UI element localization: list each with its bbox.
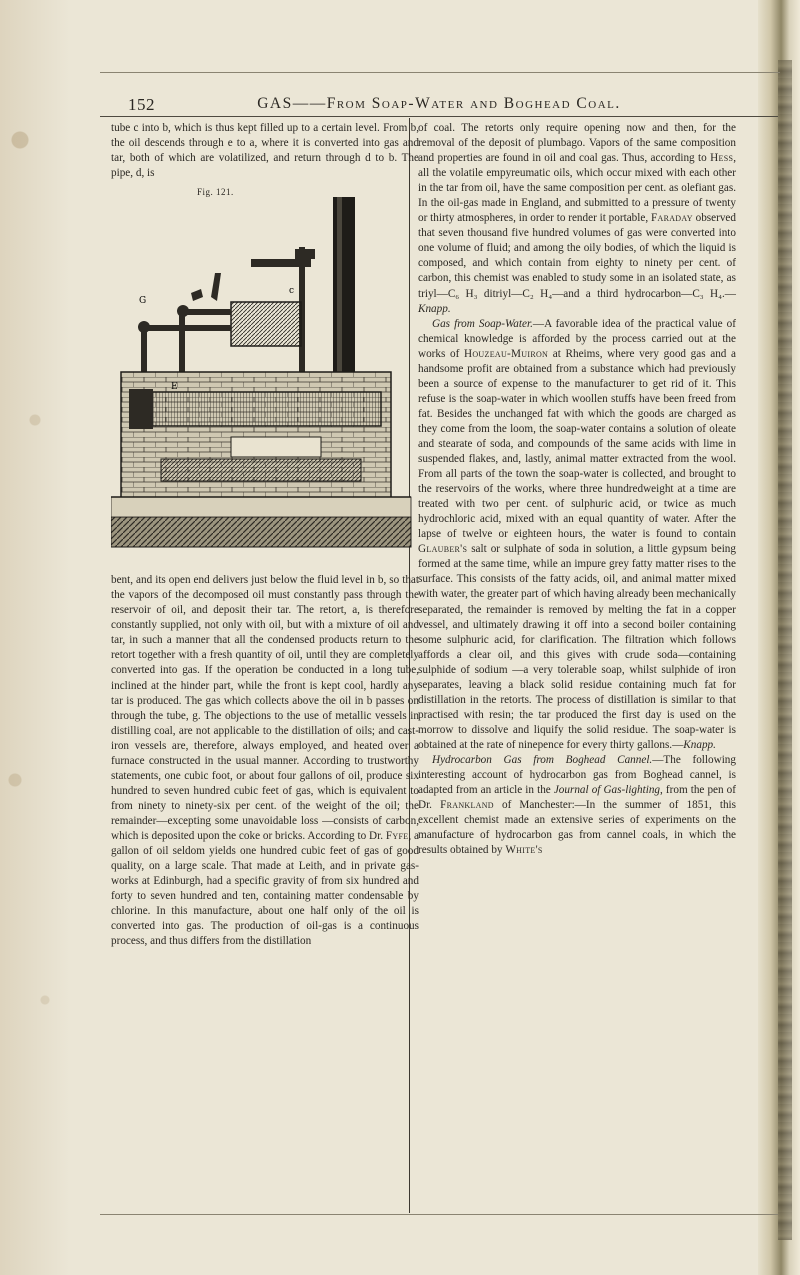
header-rule [100,116,778,117]
section-heading-soap-water: Gas from Soap-Water. [432,317,533,330]
margin-stains [0,0,70,1275]
retort-a [151,392,381,426]
bottom-rule [100,1214,778,1215]
top-rule [100,72,780,73]
figure-label: Fig. 121. [197,187,234,198]
page-header [100,95,778,123]
section-heading-boghead: Hydrocarbon Gas from Boghead Cannel. [432,753,653,766]
figure-121 [111,185,419,567]
pipe-d [179,309,231,377]
page-number: 152 [128,95,155,114]
oil-gas-apparatus-illustration [111,197,419,565]
right-paragraph-soap-water: Gas from Soap-Water.—A favorable idea of the practical value of chemical knowledge is afforded by the process carried out at the works of Houzeau-Muiron at Rheims, where very good gas and a handsome profit are obtained from a substance which had previously been a source of expense to the manufacturer to get rid of it. This refuse is the soap-water in which woollen stuffs have been freed from fat. Besides the unchanged fat with which the goods are charged as they come from the loom, the soap-water contains a solution of oleate and stearate of soda, and compounds of the same acids with lime in suspended flakes, and, lastly, animal matter extracted from the wool. From all parts of the town the soap-water is collected, and brought to the reservoirs of the works, where three hundredweight at a time are treated with two per cent. of sulphuric acid, or twice as much hydrochloric acid, mixed with an equal quantity of water. After the lapse of twelve or eighteen hours, the water is found to contain Glauber's salt or sulphate of soda in solution, a little gypsum being formed at the same time, while an impure grey fatty matter rises to the surface. This consists of the fatty acids, oil, and animal matter mixed with water, the greater part of which having already been mechanically separated, the remainder is removed by melting the fat in a copper vessel, and ultimately drawing it off into a second boiler containing some sulphuric acid, for clarification. The filtration which follows affords a clear oil, and this gives with crude soda—containing sulphide of sodium —a very tolerable soap, whilst sulphide of iron separates, leaving a black solid residue containing much fat for distillation in the retorts. The process of distillation is similar to that practised with resin; the tar produced the first day is used on the morrow to dissolve and liquify the solid residue. The soap-water is obtained at the rate of ninepence for every thirty gallons.—Knapp. [418,317,736,751]
running-title: GAS——From Soap-Water and Boghead Coal. [257,95,621,112]
ground [111,517,411,547]
left-column [111,121,419,949]
pipe-g [141,325,231,377]
right-column [418,121,736,858]
label-c: c [289,286,295,297]
label-e: E [171,382,178,393]
right-paragraph-1: of coal. The retorts only require opening now and then, for the removal of the deposit of plumbago. Vapors of the same composition and properties are found in oil and coal gas. Thus, according to Hess, all the volatile empyreumatic oils, which occur mixed with each other in the tar from oil, have the same composition per cent. as olefiant gas. In the oil-gas made in England, and submitted to a pressure of twenty or thirty atmospheres, in order to render it portable, Faraday observed that seven thousand five hundred volumes of gas were converted into one volume of fluid; and among the oily bodies, of which the liquid is composed, and which contain from eighty to ninety per cent. of carbon, this chemist was enabled to study some in an isolated state, as triyl—C₆ H₃ ditriyl—C₂ H₄—and a third hydrocarbon—C₃ H₄.—Knapp. [418,122,736,315]
furnace-grate [161,459,361,481]
left-paragraph-2: bent, and its open end delivers just below the fluid level in b, so that the vapors of the decomposed oil must constantly pass through the reservoir of oil, and deposit their tar. The retort, a, is therefore constantly supplied, not only with oil, but with a mixture of oil and tar, in such a manner that all the condensed products return to the retort together with a fresh quantity of oil, until they are completely converted into gas. If the operation be conducted in a long tube, inclined at the hinder part, while the front is kept cool, hardly any tar is produced. The gas which collects above the oil in b passes on through the tube, g. The objections to the use of metallic vessels in distilling coal, are not applicable to the distillation of oils; and cast-iron vessels are, therefore, always employed, and heated over a furnace constructed in the usual manner. According to trustworthy statements, one cubic foot, or about four gallons of oil, produce six hundred to seven hundred cubic feet of gas, which is equivalent to from ninety to ninety-six per cent. of the weight of the oil; the remainder—excepting some unavoidable loss —consists of carbon, which is deposited upon the coke or bricks. According to Dr. Fyfe, a gallon of oil seldom yields one hundred cubic feet of gas of good quality, on a large scale. That made at Leith, and in private gas-works at Edinburgh, had a specific gravity of from six hundred and forty to seven hundred and ten, containing matter condensable by chlorine. In this manufacture, about one half only of the oil is converted into gas. The production of oil-gas is a continuous process, and thus differs from the distillation [111,574,419,948]
reservoir-b [231,302,301,346]
book-fore-edge-shadow [778,60,792,1240]
left-paragraph-1: tube c into b, which is thus kept filled up to a certain level. From b, the oil descends through e to a, where it is converted into gas and tar, both of which are volatilized, and return through d to b. The pipe, d, is [111,122,419,180]
label-g: G [139,296,147,307]
right-paragraph-boghead: Hydrocarbon Gas from Boghead Cannel.—The following interesting account of hydrocarbon gas from Boghead cannel, is adapted from an article in the Journal of Gas-lighting, from the pen of Dr. Frankland of Manchester:—In the summer of 1851, this excellent chemist made an extensive series of experiments on the manufacture of hydrocarbon gas from cannel coals, in which the results obtained by White's [418,753,737,857]
